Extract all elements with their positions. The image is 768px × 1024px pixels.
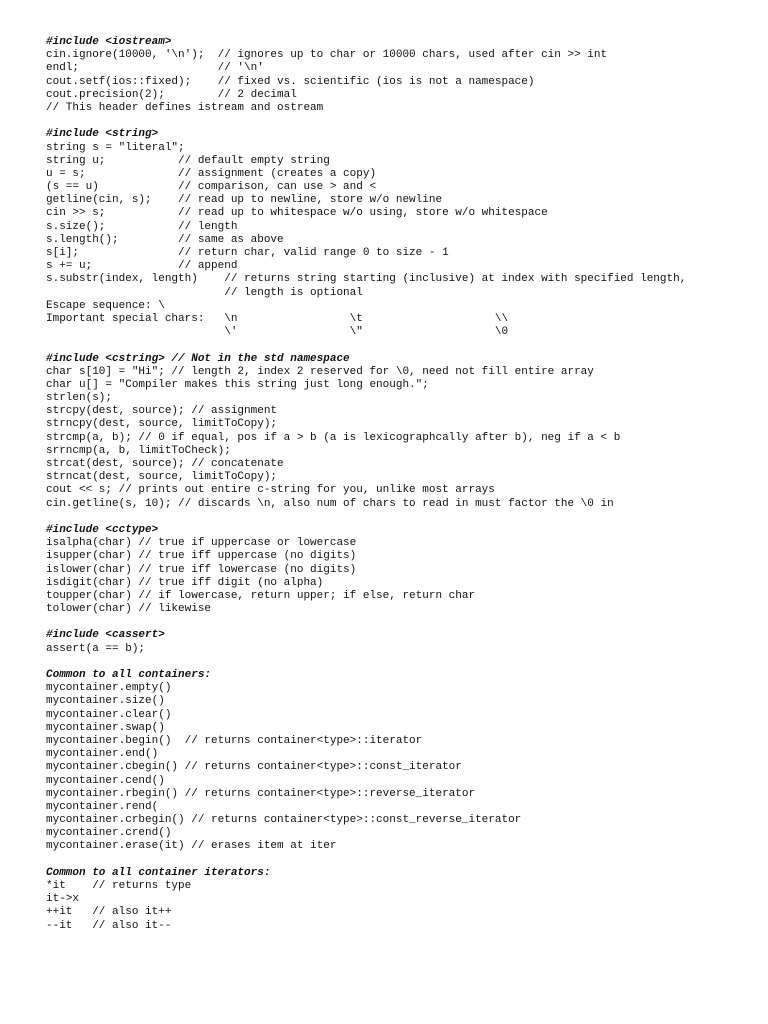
code-line: cout.setf(ios::fixed); // fixed vs. scientific (ios is not a namespace) [46, 75, 535, 88]
section-gap [46, 115, 746, 128]
code-line: cout << s; // prints out entire c-string for you, unlike most arrays [46, 484, 495, 497]
code-line: Important special chars: \n \t \\ [46, 312, 509, 325]
code-line: islower(char) // true iff lowercase (no digits) [46, 563, 357, 576]
code-line: mycontainer.cbegin() // returns container<type>::const_iterator [46, 761, 462, 774]
code-line: --it // also it-- [46, 919, 172, 932]
code-line: it->x [46, 893, 80, 906]
code-line: isupper(char) // true iff uppercase (no digits) [46, 550, 357, 563]
code-line: getline(cin, s); // read up to newline, store w/o newline [46, 194, 443, 207]
code-line: // length is optional [46, 286, 363, 299]
code-line: mycontainer.clear() [46, 708, 172, 721]
code-line: mycontainer.swap() [46, 721, 165, 734]
code-section [46, 524, 746, 616]
section-gap [46, 656, 746, 669]
section-gap [46, 511, 746, 524]
code-line: cout.precision(2); // 2 decimal [46, 88, 297, 101]
code-line: strlen(s); [46, 392, 113, 405]
code-line: char s[10] = "Hi"; // length 2, index 2 reserved for \0, need not fill entire array [46, 365, 594, 378]
code-line: s[i]; // return char, valid range 0 to size - 1 [46, 247, 449, 259]
code-line: string s = "literal"; [46, 141, 185, 154]
section-heading: #include <cctype> [46, 523, 159, 536]
section-heading: Common to all containers: [46, 669, 212, 681]
code-line: mycontainer.begin() // returns container<type>::iterator [46, 734, 423, 747]
code-line: \' \" \0 [46, 326, 509, 339]
code-line: ++it // also it++ [46, 906, 172, 919]
code-line: mycontainer.erase(it) // erases item at iter [46, 840, 337, 853]
code-line: s += u; // append [46, 260, 238, 273]
code-line: strcpy(dest, source); // assignment [46, 405, 278, 418]
document-page [46, 36, 746, 933]
section-heading: #include <string> [46, 128, 159, 141]
code-line: mycontainer.size() [46, 695, 165, 708]
code-line: u = s; // assignment (creates a copy) [46, 167, 377, 180]
section-heading: #include <cstring> // Not in the std namespace [46, 352, 350, 365]
code-line: mycontainer.crend() [46, 827, 172, 840]
code-line: cin.getline(s, 10); // discards \n, also num of chars to read in must factor the \0 in [46, 497, 614, 510]
code-line: mycontainer.rbegin() // returns container<type>::reverse_iterator [46, 787, 476, 800]
code-line: isalpha(char) // true if uppercase or lowercase [46, 537, 357, 550]
code-line: s.size(); // length [46, 220, 238, 233]
code-line: // This header defines istream and ostream [46, 101, 324, 114]
code-section [46, 36, 746, 115]
code-section [46, 867, 746, 933]
code-section [46, 629, 746, 655]
code-section [46, 669, 746, 854]
code-line: (s == u) // comparison, can use > and < [46, 181, 377, 194]
section-gap [46, 339, 746, 352]
code-section [46, 128, 746, 339]
code-line: string u; // default empty string [46, 154, 330, 167]
code-line: tolower(char) // likewise [46, 603, 212, 616]
section-gap [46, 616, 746, 629]
section-heading: Common to all container iterators: [46, 866, 271, 879]
code-section [46, 353, 746, 511]
section-heading: #include <cassert> [46, 629, 165, 642]
code-line: assert(a == b); [46, 642, 146, 655]
code-line: strncat(dest, source, limitToCopy); [46, 471, 278, 484]
code-line: cin.ignore(10000, '\n'); // ignores up to char or 10000 chars, used after cin >> int [46, 49, 608, 62]
section-gap [46, 854, 746, 867]
code-line: Escape sequence: \ [46, 299, 165, 312]
code-line: toupper(char) // if lowercase, return upper; if else, return char [46, 589, 476, 602]
code-line: cin >> s; // read up to whitespace w/o using, store w/o whitespace [46, 207, 548, 220]
code-line: mycontainer.empty() [46, 682, 172, 695]
code-line: endl; // '\n' [46, 62, 264, 75]
code-line: srrncmp(a, b, limitToCheck); [46, 444, 231, 457]
code-line: *it // returns type [46, 880, 192, 892]
code-line: s.substr(index, length) // returns string starting (inclusive) at index with specified length, [46, 273, 687, 286]
code-line: mycontainer.end() [46, 748, 159, 761]
code-line: s.length(); // same as above [46, 233, 284, 246]
code-line: mycontainer.cend() [46, 774, 165, 787]
code-line: mycontainer.crbegin() // returns container<type>::const_reverse_iterator [46, 814, 522, 827]
code-line: strcmp(a, b); // 0 if equal, pos if a > b (a is lexicographcally after b), neg if a < b [46, 431, 621, 444]
code-line: strcat(dest, source); // concatenate [46, 458, 284, 470]
code-line: isdigit(char) // true iff digit (no alpha) [46, 576, 324, 589]
code-line: mycontainer.rend( [46, 800, 159, 813]
code-line: char u[] = "Compiler makes this string just long enough."; [46, 378, 429, 391]
section-heading: #include <iostream> [46, 36, 172, 48]
code-line: strncpy(dest, source, limitToCopy); [46, 418, 278, 431]
